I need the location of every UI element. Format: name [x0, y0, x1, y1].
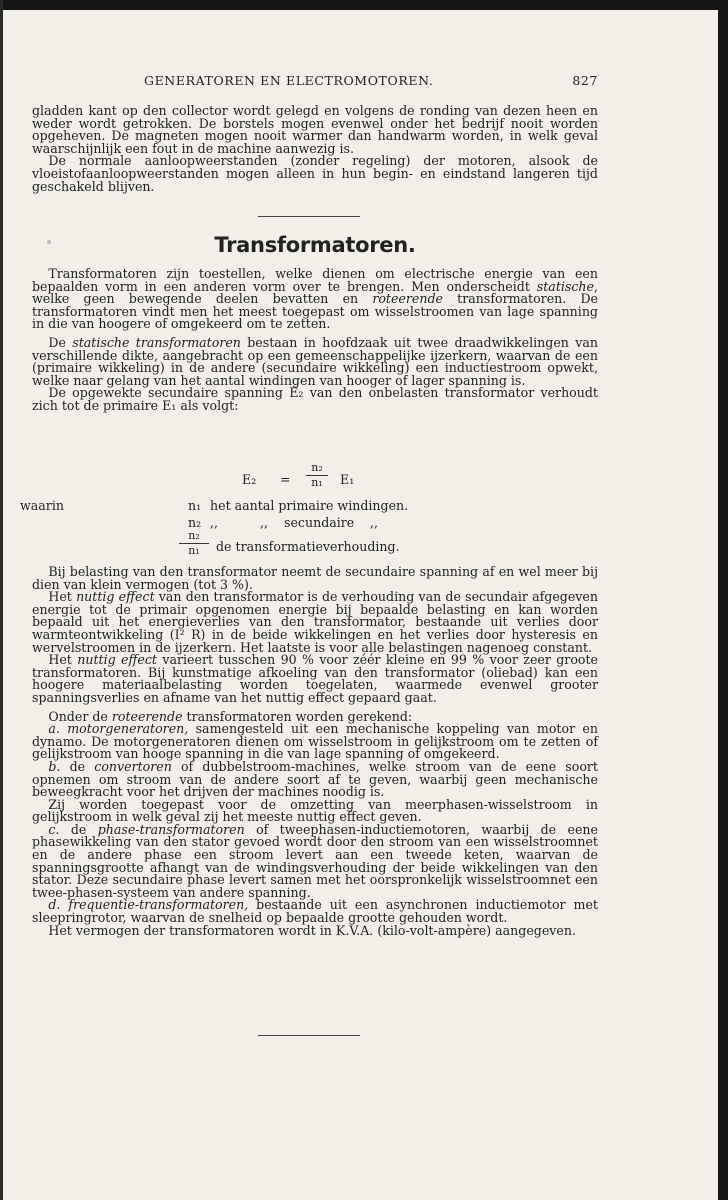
emphasis-text: nuttig effect [77, 652, 157, 668]
def-1-symbol: n₁ [188, 498, 202, 513]
list-item-a [32, 723, 598, 761]
def-2-text: secundaire [284, 515, 355, 530]
ratio-formula [32, 462, 598, 496]
text-span: Het [48, 589, 77, 605]
def-3-fraction [179, 530, 209, 557]
text-span: Onder de [48, 708, 112, 724]
def-2-ditto: ,, [260, 515, 269, 530]
paragraph-load: Bij belasting van den transformator neemt de secundaire spanning af en wel meer bij dien van klein vermogen (tot 3 %). [32, 564, 598, 592]
emphasis-text: b. [48, 758, 61, 774]
where-label: waarin [20, 498, 64, 513]
intro-text [32, 105, 598, 193]
def-3-text: de transformatieverhouding. [216, 539, 400, 554]
formula-numerator: n₂ [311, 461, 323, 474]
text-span: transformatoren. De transformatoren vindt men het meest toegepast om wisselstroomen van lage spanning in die van hoogere of omgekeerd om te zetten. [32, 291, 598, 332]
text-span: n₁ [188, 544, 200, 557]
intro-paragraph-1: gladden kant op den collector wordt gelegd en volgens de ronding van dezen heen en weder wordt getrokken. De borstels mogen evenwel onder het bedrijf nooit worden opgeheven. De magneten mogen nooit warmer dan handwarm worden, in welk geval waarschijnlijk een fout in de machine aanwezig is. [32, 103, 598, 156]
def-2-symbol: n₂ [188, 515, 202, 530]
scan-border-left [0, 0, 3, 1200]
paragraph-efficiency-range [32, 654, 598, 704]
def-2-ditto: ,, [370, 515, 379, 530]
emphasis-text: c. [48, 821, 60, 837]
section-divider-bottom [258, 1035, 360, 1036]
scan-border-right [718, 0, 728, 1200]
text-span: De [48, 334, 73, 350]
formula-rhs: E₁ [340, 472, 355, 487]
list-item-b-continued: Zij worden toegepast voor de omzetting van meerphasen-wisselstroom in gelijkstroom in welk geval zij het meeste nuttig effect geven. [32, 796, 598, 825]
emphasis-text: d. [48, 897, 61, 913]
list-item-c [32, 821, 598, 900]
text-span: Transformatoren zijn toestellen, welke dienen om electrische energie van een bepaalden vorm in een anderen vorm over te brengen. Men onderscheidt [32, 266, 598, 294]
text-span: Het [48, 652, 78, 668]
emphasis-text: statische transformatoren [72, 334, 241, 350]
def-1-text: het aantal primaire windingen. [210, 498, 409, 513]
definitions [20, 498, 598, 562]
def-2-ditto: ,, [210, 515, 219, 530]
text-span: varieert tusschen 90 % voor zéér kleine en 99 % voor zeer groote transformatoren. Bij kunstmatige afkoeling van den transformator (oliebad) kan een hoogere materiaalbelasting worden toegelaten, waarmede evenwel grooter spanningsverlies en afname van het nuttig effect gepaard gaat. [32, 652, 598, 705]
emphasis-text: roteerende [111, 708, 183, 724]
formula-lhs: E₂ [242, 472, 257, 487]
running-title: GENERATOREN EN ELECTROMOTOREN. [144, 73, 434, 88]
text-span: bestaan in hoofdzaak uit twee draadwikkelingen van verschillende dikte, aangebracht op een gemeenschappelijke ijzerkern, waarvan de een (primaire wikkeling) in de andere (secundaire wikkeling) een inductiestroom opwekt, welke naar gelang van het aantal windingen van hooger of lager spanning is. [32, 334, 598, 388]
list-item-b [32, 758, 598, 800]
section-heading: Transformatoren. [214, 233, 416, 257]
text-span: of tweephasen-inductiemotoren, waarbij de eene phasewikkeling van den stator gevoed wordt door den stroom van een wisselstroomnet en de andere phase een stroom levert aan een tweede keten, waarvan de spanningsgrootte afhangt van de windingsverhouding der beide wikkelingen van den stator. Deze secundaire phase levert samen met het oorspronkelijk wisselstroomnet een twee-phasen-systeem van andere spanning. [32, 821, 598, 900]
text-span: de [60, 758, 95, 774]
text-span: samengesteld uit een mechanische koppeling van motor en dynamo. De motorgeneratoren dienen om wisselstroom in gelijkstroom om te zetten of gelijkstroom van hooge spanning in die van lage spanning of omgekeerd. [32, 721, 598, 762]
section-divider-top [258, 216, 360, 217]
emphasis-text: convertoren [94, 758, 172, 774]
list-item-d [32, 899, 598, 924]
paragraph-power-unit: Het vermogen der transformatoren wordt in K.V.A. (kilo-volt-ampère) aangegeven. [48, 922, 576, 938]
paragraph-voltage-ratio: De opgewekte secundaire spanning E₂ van den onbelasten transformator verhoudt zich tot de primaire E₁ als volgt: [32, 385, 598, 413]
formula-equals: = [280, 472, 291, 487]
running-header [32, 73, 598, 91]
text-span: bestaande uit een asynchronen inductiemotor met sleepringrotor, waarvan de snelheid op bepaalde grootte gehouden wordt. [32, 897, 598, 926]
intro-paragraph-2: De normale aanloopweerstanden (zonder regeling) der motoren, alsook de vloeistofaanloopweerstanden mogen alleen in hun begin- en eindstand langeren tijd geschakeld blijven. [32, 153, 598, 194]
section-body-1 [32, 268, 598, 413]
emphasis-text: roteerende [372, 291, 443, 307]
emphasis-text: nuttig effect [76, 589, 155, 605]
text-span: transformatoren worden gerekend: [182, 708, 413, 724]
page-number: 827 [572, 73, 598, 88]
book-page [20, 0, 598, 1200]
text-span: van den transformator is de verhouding van de secundair afgegeven energie tot de primair opgenomen energie bij bepaalde belasting en kan worden bepaald uit het energieverlies van den transformator, bestaande uit verlies door warmteontwikkeling (I² R) in de beide wikkelingen en het verlies door hysteresis en wervelstroomen in de ijzerkern. Het laatste is voor alle belastingen nagenoeg constant. [32, 589, 598, 655]
text-span: , welke geen bewegende deelen bevatten en [32, 278, 598, 307]
paragraph-definition [32, 268, 598, 331]
text-span: n₂ [188, 529, 200, 542]
paragraph-efficiency [32, 591, 598, 654]
formula-fraction [306, 462, 328, 489]
emphasis-text: phase-transformatoren [97, 821, 245, 837]
emphasis-text: frequentie-transformatoren, [68, 897, 249, 913]
emphasis-text: statische [536, 278, 594, 294]
emphasis-text: a. [48, 721, 60, 737]
formula-denominator: n₁ [311, 476, 323, 489]
text-span: de [59, 821, 98, 837]
paragraph-static-transformers [32, 334, 598, 388]
emphasis-text: motorgeneratoren, [67, 721, 189, 737]
section-body-2 [32, 566, 598, 937]
text-span: of dubbelstroom-machines, welke stroom van de eene soort opnemen om stroom van de andere soort af te geven, waarbij geen mechanische beweegkracht voor het drijven der machines noodig is. [32, 758, 598, 800]
